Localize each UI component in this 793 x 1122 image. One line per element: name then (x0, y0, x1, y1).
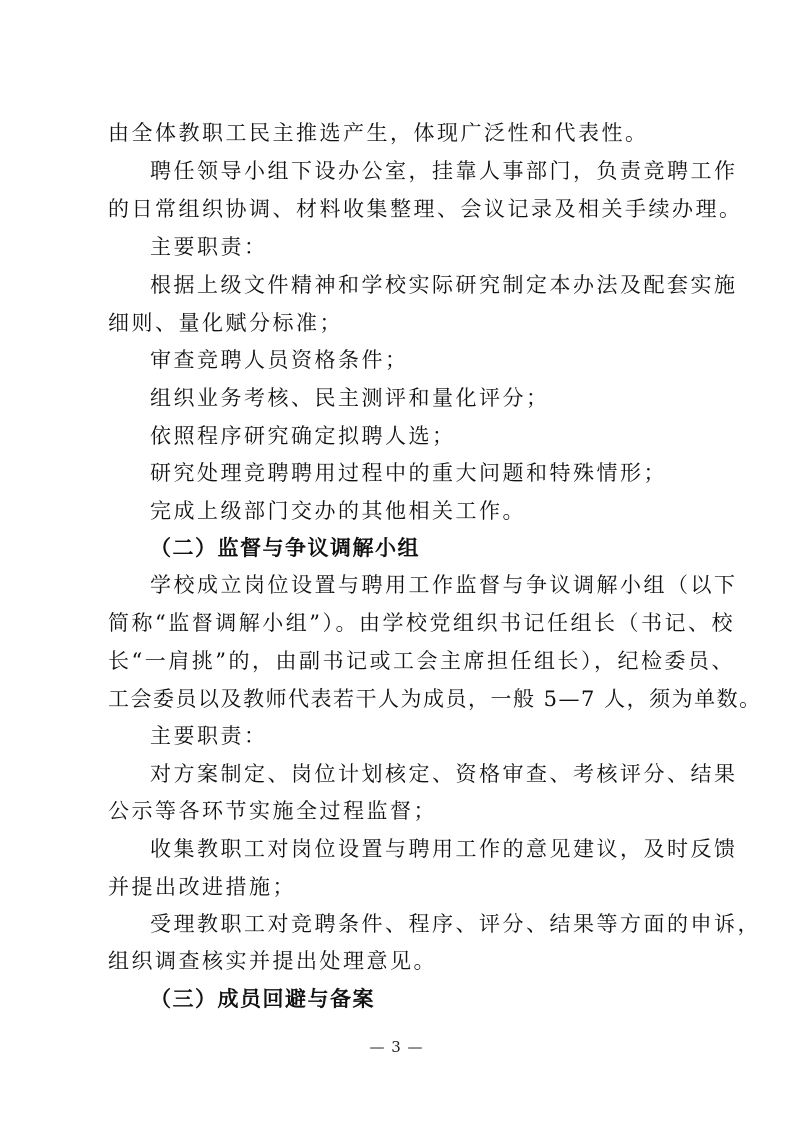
paragraph-line: 组织业务考核、民主测评和量化评分； (150, 386, 550, 410)
paragraph-line: 聘任领导小组下设办公室，挂靠人事部门，负责竞聘工作 (150, 159, 738, 183)
paragraph-line: 研究处理竞聘聘用过程中的重大问题和特殊情形； (150, 461, 667, 485)
paragraph-line: 审查竞聘人员资格条件； (150, 348, 409, 372)
paragraph-line: 工会委员以及教师代表若干人为成员，一般 5—7 人，须为单数。 (108, 687, 762, 711)
section-heading: （三）成员回避与备案 (150, 987, 375, 1011)
paragraph-line: 并提出改进措施； (108, 875, 296, 899)
paragraph-line: 由全体教职工民主推选产生，体现广泛性和代表性。 (108, 121, 649, 145)
paragraph-line: 的日常组织协调、材料收集整理、会议记录及相关手续办理。 (108, 197, 743, 221)
paragraph-line: 根据上级文件精神和学校实际研究制定本办法及配套实施 (150, 273, 738, 297)
paragraph-line: 组织调查核实并提出处理意见。 (108, 949, 437, 973)
paragraph-line: 细则、量化赋分标准； (108, 311, 343, 335)
paragraph-line: 依照程序研究确定拟聘人选； (150, 424, 456, 448)
paragraph-line: 受理教职工对竞聘条件、程序、评分、结果等方面的申诉， (150, 912, 761, 936)
paragraph-line: 简称“监督调解小组”）。由学校党组织书记任组长（书记、校 (108, 611, 735, 635)
paragraph-line: 长“一肩挑”的，由副书记或工会主席担任组长），纪检委员、 (108, 649, 735, 673)
paragraph-line: 收集教职工对岗位设置与聘用工作的意见建议，及时反馈 (150, 837, 738, 861)
paragraph-line: 对方案制定、岗位计划核定、资格审查、考核评分、结果 (150, 762, 738, 786)
paragraph-line: 完成上级部门交办的其他相关工作。 (150, 499, 526, 523)
paragraph-line: 主要职责： (150, 724, 268, 748)
paragraph-line: 学校成立岗位设置与聘用工作监督与争议调解小组（以下 (150, 573, 738, 597)
paragraph-line: 公示等各环节实施全过程监督； (108, 799, 437, 823)
paragraph-line: 主要职责： (150, 235, 268, 259)
page-number: — 3 — (369, 1038, 424, 1056)
section-heading: （二）监督与争议调解小组 (150, 536, 420, 560)
